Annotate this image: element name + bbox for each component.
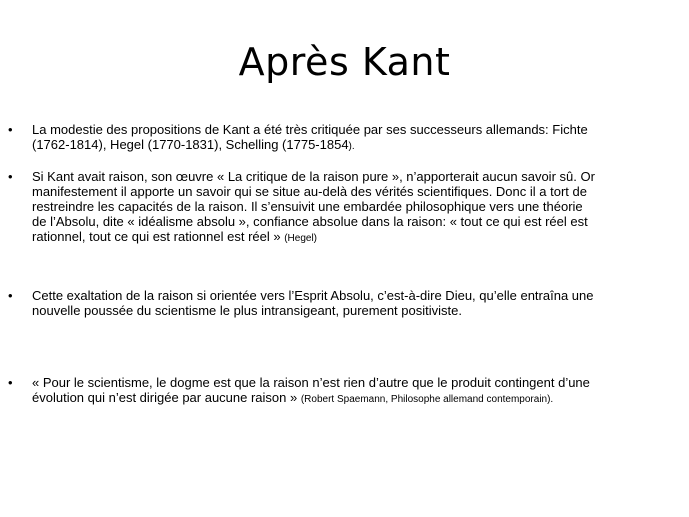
bullet-note-text: ).	[348, 141, 355, 152]
bullet-text	[32, 288, 597, 320]
bullet-marker: •	[8, 169, 13, 184]
bullet-text	[32, 122, 597, 154]
bullet-text	[32, 169, 597, 246]
bullet-marker: •	[8, 122, 13, 137]
bullet-marker: •	[8, 288, 13, 303]
bullet-note-text: (Robert Spaemann, Philosophe allemand contemporain).	[300, 394, 554, 405]
bullet-main-text: Cette exaltation de la raison si orientée vers l’Esprit Absolu, c’est-à-dire Dieu, qu’elle entraîna une nouvelle poussée du scientisme le plus intransigeant, purement positiviste.	[32, 288, 594, 318]
bullet-note-text: (Hegel)	[284, 233, 318, 244]
bullet-main-text: Si Kant avait raison, son œuvre « La critique de la raison pure », n’apporterait aucun savoir sû. Or manifestement il apporte un savoir qui se situe au-delà des vérités scientifiques. Donc il a tort de restreindre les capacités de la raison. Il s’ensuivit une embardée philosophique vers une théorie de l’Absolu, dite « idéalisme absolu », confiance absolue dans la raison: « tout ce qui est réel est rationnel, tout ce qui est rationnel est réel »	[32, 169, 595, 244]
bullet-marker: •	[8, 375, 13, 390]
bullet-main-text: « Pour le scientisme, le dogme est que la raison n’est rien d’autre que le produit contingent d’une évolution qui n’est dirigée par aucune raison »	[32, 375, 590, 405]
slide-title: Après Kant	[238, 40, 451, 84]
bullet-main-text: La modestie des propositions de Kant a été très critiquée par ses successeurs allemands: Fichte (1762-1814), Hegel (1770-1831), Schelling (1775-1854	[32, 122, 588, 152]
bullet-text	[32, 375, 597, 407]
